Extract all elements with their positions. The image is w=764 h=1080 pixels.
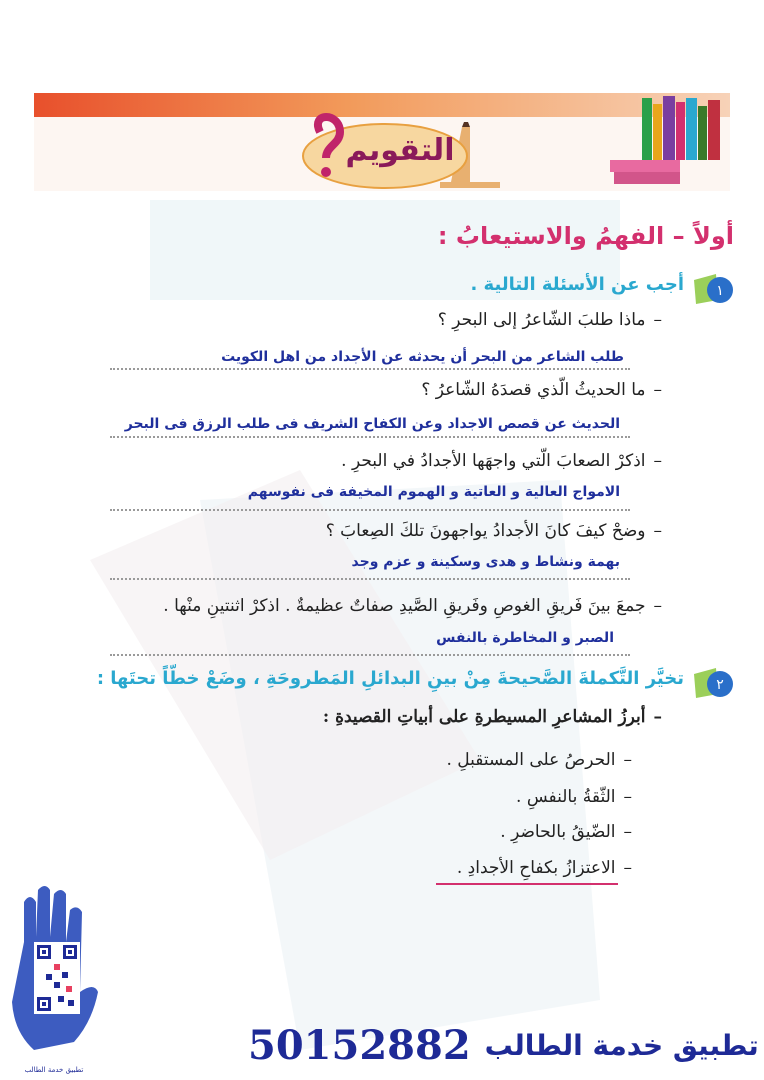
- question-text: جمعَ بينَ فَريقِ الغوصِ وفَريقِ الصَّيدِ صفاتٌ عظيمةٌ . اذكرْ اثنتينِ منْها .: [163, 596, 646, 616]
- q1-question-1: [438, 310, 662, 330]
- q1-question-5: [163, 596, 662, 616]
- section-title-rest: – الفهمُ والاستيعابُ :: [437, 222, 685, 250]
- dash: –: [623, 858, 632, 878]
- option-text: الثّقةُ بالنفسِ .: [516, 787, 616, 807]
- question-text: وضحْ كيفَ كانَ الأجدادُ يواجهونَ تلكَ الصِعابَ ؟: [325, 521, 646, 541]
- q2-option-1: [447, 750, 633, 770]
- dash: –: [653, 521, 662, 541]
- qr-hand-logo: [4, 882, 100, 1072]
- dash: –: [623, 787, 632, 807]
- q1-question-2: [421, 380, 662, 400]
- section-title: [438, 222, 734, 250]
- option-text: الحرصُ على المستقبلِ .: [446, 750, 616, 770]
- dash: –: [653, 380, 662, 400]
- dash: –: [653, 310, 662, 330]
- q2-option-4: [457, 858, 632, 878]
- answer-line: [110, 509, 630, 511]
- qr-caption: تطبيق خدمة الطالب: [24, 1066, 84, 1074]
- q1-answer-2: الحديث عن قصص الاجداد وعن الكفاح الشريف فى طلب الرزق فى البحر: [124, 416, 620, 432]
- q2-option-2: [516, 787, 632, 807]
- q1-answer-1: طلب الشاعر من البحر أن يحدثه عن الأجداد من اهل الكويت: [221, 349, 624, 365]
- q1-question-3: [341, 451, 662, 471]
- section-title-first: أولاً: [692, 222, 734, 250]
- footer-phone: 50152882: [248, 1022, 471, 1069]
- question-text: ماذا طلبَ الشّاعرُ إلى البحرِ ؟: [437, 310, 646, 330]
- q1-number: ١: [716, 283, 724, 299]
- selected-option-underline: [436, 883, 618, 885]
- dash: –: [653, 596, 662, 616]
- option-text: الاعتزازُ بكفاحِ الأجدادِ .: [456, 858, 616, 878]
- q1-answer-5: الصبر و المخاطرة بالنفس: [436, 630, 614, 646]
- q1-answer-4: بهمة ونشاط و هدى وسكينة و عزم وجد: [351, 554, 620, 570]
- answer-line: [110, 368, 630, 370]
- q1-question-4: [326, 521, 662, 541]
- dash: –: [653, 451, 662, 471]
- q2-number: ٢: [716, 677, 724, 693]
- q2-heading: تخيَّر التَّكملةَ الصَّحيحةَ مِنْ بينِ البدائلِ المَطروحَةِ ، وضَعْ خطّاً تحتَها :: [96, 668, 684, 689]
- dash: –: [623, 822, 632, 842]
- dash: –: [623, 750, 632, 770]
- page-title: التقويم: [345, 133, 455, 168]
- answer-line: [110, 578, 630, 580]
- question-number-icon: [690, 272, 734, 306]
- q2-stem-text: أبرزُ المشاعرِ المسيطرةِ على أبياتِ القصيدةِ :: [322, 707, 646, 727]
- q2-option-3: [500, 822, 632, 842]
- dash: –: [653, 707, 662, 727]
- q2-stem: [323, 707, 662, 727]
- question-text: ما الحديثُ الّذي قصدَهُ الشّاعرُ ؟: [421, 380, 646, 400]
- question-number-icon: [690, 666, 734, 700]
- option-text: الضّيقُ بالحاضرِ .: [500, 822, 616, 842]
- question-text: اذكرْ الصعابَ الّتي واجهَها الأجدادُ في البحرِ .: [341, 451, 646, 471]
- answer-line: [110, 654, 630, 656]
- q1-heading: أجب عن الأسئلة التالية .: [470, 274, 684, 295]
- footer-app-name: تطبيق خدمة الطالب: [484, 1029, 759, 1062]
- q1-answer-3: الامواج العالية و العاتية و الهموم المخيفة فى نفوسهم: [247, 484, 620, 500]
- answer-line: [110, 436, 630, 438]
